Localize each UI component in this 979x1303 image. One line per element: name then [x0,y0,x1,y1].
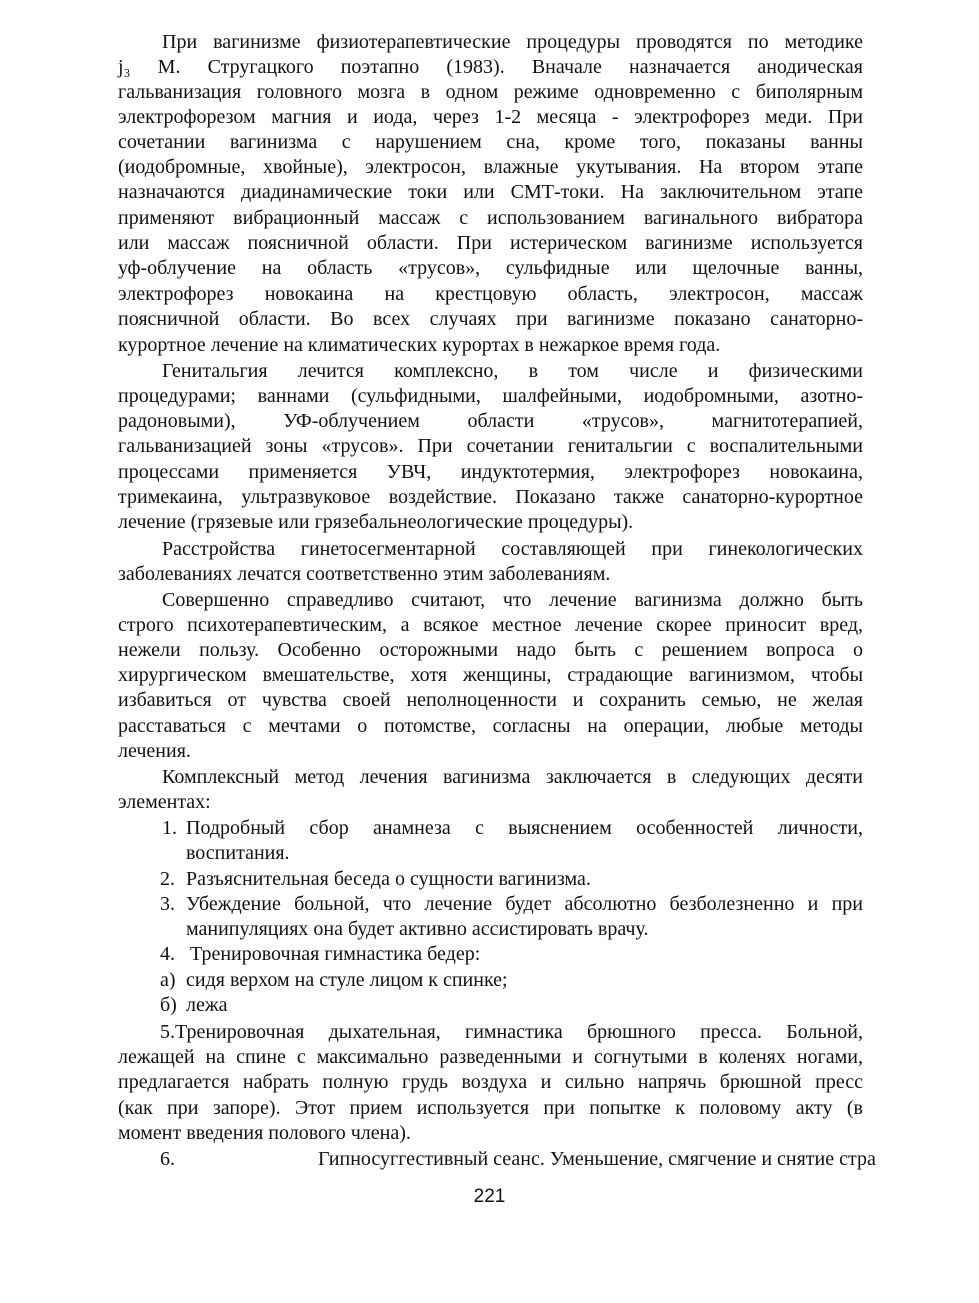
text-line: Расстройства гинетосегментарной составляющей при гинекологических [162,538,863,560]
text-line: лечение (грязевые или грязебальнеологические процедуры). [118,511,634,533]
text-line: курортное лечение на климатических курортах в нежаркое время года. [118,334,721,356]
list-item-text: Подробный сбор анамнеза с выяснением особенностей личности, [186,817,863,839]
list-item-text: сидя верхом на стуле лицом к спинке; [186,969,508,991]
text-line: 5.Тренировочная дыхательная, гимнастика брюшного пресса. Больной, [160,1021,863,1043]
text-line: процессами применяется УВЧ, индуктотермия, электрофорез новокаина, [118,461,863,483]
text-line: гальванизацией зоны «трусов». При сочетании генитальгии с воспалительными [118,435,863,457]
list-item-text: лежа [186,994,228,1016]
text-line: гальванизация головного мозга в одном режиме одновременно с биполярным [118,81,863,103]
text-line: уф-облучение на область «трусов», сульфидные или щелочные ванны, [118,257,863,279]
list-marker: 3. [160,893,175,915]
text-line: момент введения полового члена). [118,1122,411,1144]
text-line: процедурами; ваннами (сульфидными, шалфейными, иодобромными, азотно- [118,385,863,407]
text-line: предлагается набрать полную грудь воздуха и сильно напрячь брюшной пресс [118,1071,863,1093]
text-line: поясничной области. Во всех случаях при вагинизме показано санаторно- [118,308,863,330]
list-item-text: манипуляциях она будет активно ассистировать врачу. [186,918,649,940]
list-marker: 1. [162,817,177,839]
text-line: лежащей на спине с максимально разведенными и согнутыми в коленях ногами, [118,1046,863,1068]
text-line: Гипносуггестивный сеанс. Уменьшение, смягчение и снятие стра [318,1148,876,1170]
text-line: (как при запоре). Этот прием используется при попытке к половому акту (в [118,1097,863,1119]
page-number: 221 [473,1186,506,1207]
list-marker: 6. [160,1148,175,1170]
text-line: элементах: [118,791,211,813]
text-line: Комплексный метод лечения вагинизма заключается в следующих десяти [162,766,863,788]
text-line: (иодобромные, хвойные), электросон, влажные укутывания. На втором этапе [118,156,863,178]
text-line: лечения. [118,740,191,762]
text-line: расставаться с мечтами о потомстве, согласны на операции, любые методы [118,715,863,737]
list-marker: б) [160,994,177,1016]
text-line: j₃ М. Стругацкого поэтапно (1983). Вначале назначается анодическая [118,56,863,78]
list-item-text: Убеждение больной, что лечение будет абсолютно безболезненно и при [186,893,863,915]
text-line: или массаж поясничной области. При истерическом вагинизме используется [118,232,863,254]
text-line: нежели пользу. Особенно осторожными надо быть с решением вопроса о [118,639,863,661]
list-item-text: воспитания. [186,842,290,864]
list-marker: 4. [160,943,175,965]
text-line: строго психотерапевтическим, а всякое местное лечение скорее приносит вред, [118,614,863,636]
list-marker: 2. [160,868,175,890]
text-line: Генитальгия лечится комплексно, в том числе и физическими [162,360,863,382]
text-line: электрофорез новокаина на крестцовую область, электросон, массаж [118,283,863,305]
text-line: хирургическом вмешательстве, хотя женщины, страдающие вагинизмом, чтобы [118,664,863,686]
text-line: сочетании вагинизма с нарушением сна, кроме того, показаны ванны [118,131,863,153]
text-line: применяют вибрационный массаж с использованием вагинального вибратора [118,207,863,229]
text-line: заболеваниях лечатся соответственно этим заболеваниям. [118,563,611,585]
list-item-text: Тренировочная гимнастика бедер: [190,943,481,965]
text-line: Совершенно справедливо считают, что лечение вагинизма должно быть [162,589,863,611]
text-line: электрофорезом магния и иода, через 1-2 месяца - электрофорез меди. При [118,106,863,128]
text-line: При вагинизме физиотерапевтические процедуры проводятся по методике [162,31,863,53]
list-marker: а) [160,969,176,991]
text-line: тримекаина, ультразвуковое воздействие. Показано также санаторно-курортное [118,486,863,508]
list-item-text: Разъяснительная беседа о сущности вагинизма. [186,868,591,890]
text-line: радоновыми), УФ-облучением области «трусов», магнитотерапией, [118,410,863,432]
text-line: назначаются диадинамические токи или СМТ-токи. На заключительном этапе [118,181,863,203]
text-line: избавиться от чувства своей неполноценности и сохранить семью, не желая [118,689,863,711]
